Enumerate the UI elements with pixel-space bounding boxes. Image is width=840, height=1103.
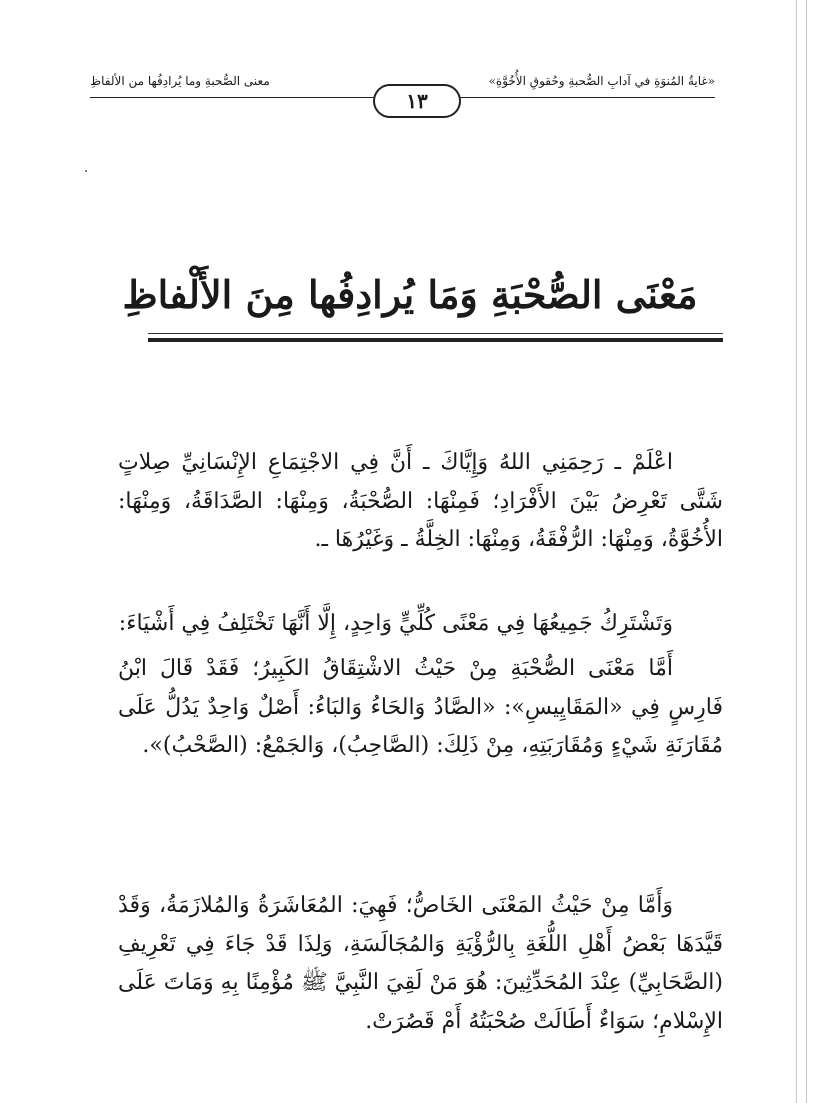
paragraph: وَأَمَّا مِنْ حَيْثُ المَعْنَى الخَاصُّ؛ فَهِيَ: المُعَاشَرَةُ وَالمُلازَمَةُ، وَقَدْ قَيَّدَهَا بَعْضُ أَهْلِ اللُّغَةِ بِالرُّؤْيَةِ وَالمُجَالَسَةِ، وَلِذَا قَدْ جَاءَ فِي تَعْرِيفِ (الصَّحَابِيِّ) عِنْدَ المُحَدِّثِينَ: هُوَ مَنْ لَقِيَ النَّبِيَّ ﷺ مُؤْمِنًا بِهِ وَمَاتَ عَلَى الإِسْلامِ؛ سَوَاءٌ أَطَالَتْ صُحْبَتُهُ أَمْ قَصُرَتْ. bbox=[118, 893, 723, 1034]
chapter-title: مَعْنَى الصُّحْبَةِ وَمَا يُرادِفُها مِنَ الأَلْفاظِ bbox=[122, 272, 698, 317]
page-number: ١٣ bbox=[373, 84, 461, 118]
paragraph: أَمَّا مَعْنَى الصُّحْبَةِ مِنْ حَيْثُ الاشْتِقَاقُ الكَبِيرُ؛ فَقَدْ قَالَ ابْنُ فَارِسٍ فِي «المَقَايِيسِ»: «الصَّادُ وَالحَاءُ وَالبَاءُ: أَصْلٌ وَاحِدٌ يَدُلُّ عَلَى مُقَارَنَةِ شَيْءٍ وَمُقَارَبَتِهِ، مِنْ ذَلِكَ: (الصَّاحِبُ)، وَالجَمْعُ: (الصَّحْبُ)». bbox=[118, 656, 723, 758]
header-chapter-title: معنى الصُّحبةِ وما يُرادِفُها من الألفاظِ bbox=[90, 74, 270, 88]
paragraph: اعْلَمْ ـ رَحِمَنِي اللهُ وَإِيَّاكَ ـ أَنَّ فِي الاجْتِمَاعِ الإِنْسَانِيِّ صِلاتٍ شَتَّى تَعْرِضُ بَيْنَ الأَفْرَادِ؛ فَمِنْهَا: الصُّحْبَةُ، وَمِنْهَا: الصَّدَاقَةُ، وَمِنْهَا: الأُخُوَّةُ، وَمِنْهَا: الرُّفْقَةُ، وَمِنْهَا: الخِلَّةُ ـ وَغَيْرُهَا ـ. bbox=[118, 450, 723, 552]
scan-edge-line bbox=[806, 0, 807, 1103]
paragraph: وَتَشْتَرِكُ جَمِيعُهَا فِي مَعْنًى كُلِّيٍّ وَاحِدٍ، إِلَّا أَنَّهَا تَخْتَلِفُ فِي أَشْيَاءَ: bbox=[118, 611, 673, 636]
scan-speck bbox=[85, 170, 87, 172]
title-underline-thick bbox=[148, 338, 723, 342]
title-underline-thin bbox=[148, 333, 723, 334]
scan-edge-line bbox=[796, 0, 797, 1103]
header-book-title: «غايةُ المُنوَةِ في آدابِ الصُّحبةِ وحُقوقِ الأُخُوَّةِ» bbox=[488, 74, 715, 88]
